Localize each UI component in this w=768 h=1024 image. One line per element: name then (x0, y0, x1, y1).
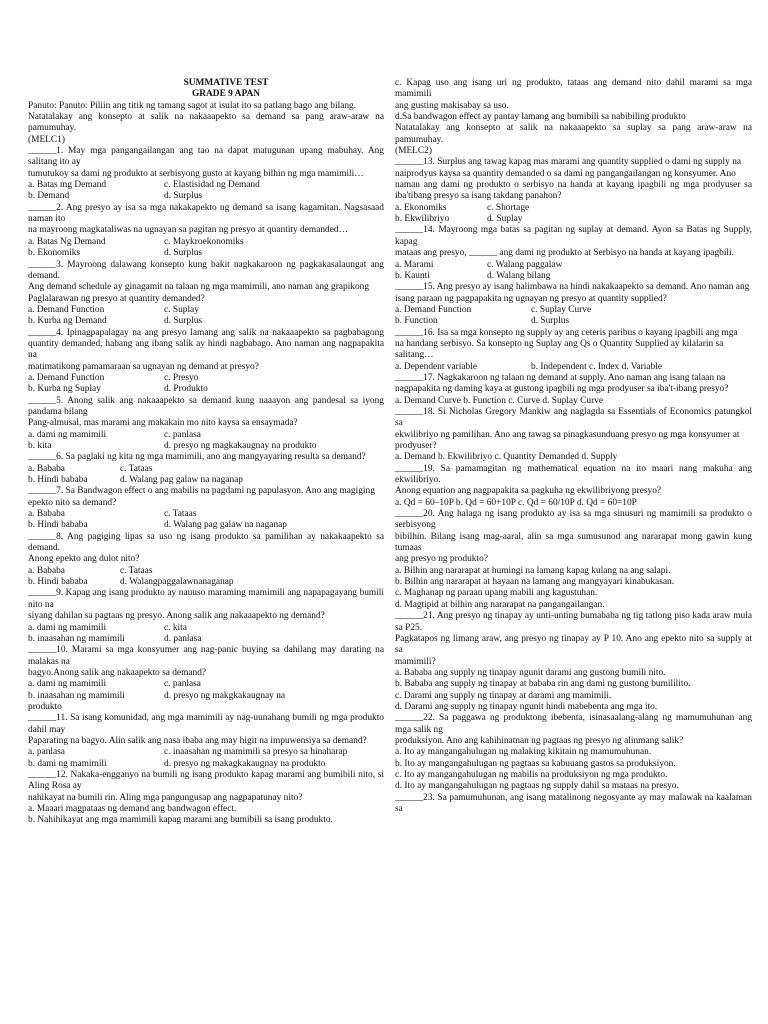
left-column (28, 78, 384, 827)
answer-choice: b. kita (28, 441, 52, 451)
answer-choice: d. Walang pag galaw na naganap (164, 520, 287, 531)
answer-choice: c. kita (164, 622, 187, 633)
text-line: ang presyo ng produkto? (395, 554, 488, 565)
text-line: Anong equation ang nagpapakita sa pagkuha ng ekwilibriyong presyo? (395, 486, 662, 497)
answer-choice: c. Presyo (164, 372, 199, 383)
answer-choice: a. Ekonomiks (395, 202, 447, 213)
test-grade: GRADE 9 APAN (191, 89, 261, 100)
answer-choices-row (395, 316, 752, 327)
answer-choice: a. Demand Function (395, 304, 472, 315)
answer-choices-row (28, 180, 384, 191)
answer-choice: b. Kurba ng Suplay (28, 384, 101, 395)
text-line: a. Qd = 60–10P b. Qd = 60+10P c. Qd = 60/10P d. Qd = 60=10P (395, 497, 637, 508)
answer-choice: b. Hindi bababa (28, 475, 88, 486)
text-line: na handang serbisyo. Sa konsepto ng Suplay ang Qs o Quantity Supplied ay kilalarin sa (395, 338, 724, 349)
answer-choice: c. Tataas (164, 509, 197, 520)
question-text: ______7. Sa Bandwagon effect o ang mabilis na pagdami ng papulasyon. Ano ang magiging (28, 486, 375, 497)
answer-choice: a. Marami (395, 259, 434, 270)
answer-choices-row (28, 566, 384, 577)
text-line: c. Ito ay mangangahulugan ng mabilis na produksiyon ng mga produkto. (395, 769, 668, 780)
question-text: ______21. Ang presyo ng tinapay ay unti-unting bumababa ng tig tatlong piso kada araw mula sa P25. (395, 611, 752, 633)
answer-choices-row (28, 623, 384, 634)
text-line: bagyo.Anong salik ang nakaapekto sa demand? (28, 667, 207, 678)
answer-choice: c. Walang paggalaw (487, 259, 563, 270)
text-line: Pagkatapos ng limang araw, ang presyo ng tinapay ay P 10. Ano ang epekto nito sa supply at sa (395, 633, 752, 656)
answer-choice: b. inaasahan ng mamimili (28, 690, 125, 701)
answer-choices-row (395, 305, 752, 316)
answer-choice: a. Bababa (28, 565, 65, 576)
answer-choices-row (28, 316, 384, 327)
question-text: ______4. Ipinagpapalagay na ang presyo lamang ang salik na nakaaapekto sa pagbabagong quantity demanded, habang ang ibang salik ay hindi nagbabago. Ano naman ang nagpapakita na (28, 327, 384, 361)
text-line: naman ang dami ng produkto o serbisyo na handa at kayang ipagbili ng mga prodyuser sa iba'tibang presyo sa isang takdang panahon? (395, 180, 752, 202)
answer-choice: d. Produkto (164, 384, 208, 395)
text-line: a. Bababa ang supply ng tinapay ngunit darami ang gustong bumili nito. (395, 667, 666, 678)
text-line: Pang-almusal, mas marami ang makakain mo nito kaysa sa ensaymada? (28, 418, 298, 429)
text-line: produkto (28, 701, 62, 712)
answer-choice: c. inaasahan ng mamimili sa presyo sa hinaharap (164, 747, 348, 758)
text-line: nahikayat na bumili rin. Aling mga pangungusap ang nagpapatunay nito? (28, 792, 303, 803)
answer-choice: b. Function (395, 316, 438, 327)
answer-choice: b. inaasahan ng mamimili (28, 633, 125, 644)
answer-choice: b. Independent c. Index d. Variable (531, 361, 663, 372)
answer-choice: d. presyo ng magkakaugnay na produkto (164, 441, 317, 451)
answer-choices-row (28, 191, 384, 202)
answer-choice: d. Surplus (164, 191, 203, 202)
answer-choice: d. presyo ng makagkakaugnay na produkto (164, 758, 326, 769)
answer-choice: a. Dependent variable (395, 361, 477, 372)
question-text: ______1. May mga pangangailangan ang tao na dapat matugunan upang mabuhay. Ang salitang ito ay (28, 146, 384, 168)
text-line: ang gusting makisabay sa uso. (395, 100, 509, 111)
answer-choice: c. Maykroekonomiks (164, 236, 244, 247)
answer-choice: c. Tataas (120, 565, 153, 576)
text-line: b. Bababa ang supply ng tinapay at bababa rin ang dami ng gustong bumililito. (395, 679, 691, 690)
answer-choice: d. panlasa (164, 633, 202, 644)
question-text: ______23. Sa pamumuhunan, ang isang matalinong negosyante ay may malawak na kaalaman sa (395, 792, 752, 814)
answer-choice: c. Suplay Curve (531, 304, 592, 315)
text-line: Natatalakay ang konsepto at salik na nakaaapekto sa demand sa pang araw-araw na pamumuhay. (28, 112, 384, 134)
text-line: epekto nito sa demand? (28, 497, 117, 508)
question-text: ______8. Ang pagiging lipas sa uso ng isang produkto sa pamilihan ay nakakaapekto sa demand. (28, 531, 384, 554)
answer-choice: b. dami ng mamimili (28, 758, 107, 769)
text-line: b. Bilhin ang nararapat at hayaan na lamang ang mangyayari kinabukasan. (395, 577, 675, 588)
answer-choice: b. Ekwilibriyo (395, 214, 450, 225)
answer-choice: b. Kaunti (395, 270, 430, 281)
text-line: c. Maghanap ng paraan upang mabili ang kagustuhan. (395, 588, 598, 599)
text-line: d.Sa bandwagon effect ay pantay lamang ang bumibili sa nabibiling produkto (395, 112, 686, 123)
answer-choices-row (28, 679, 384, 690)
answer-choice: b. Ekonomiks (28, 248, 81, 259)
question-text: ______14. Mayroong mga batas sa pagitan ng suplay at demand. Ayon sa Batas ng Supply, kapag (395, 225, 752, 247)
question-text: ______9. Kapag ang isang produkto ay nauuso maraming mamimili ang napapagayang bumili nito na (28, 588, 384, 610)
answer-choice: d. Walangpaggalawnanaganap (120, 577, 234, 588)
text-line: nagpapakita ng daming kaya at gustong ipagbili ng mga prodyuser sa iba't-ibang presyo? (395, 384, 729, 395)
answer-choice: a. Batas mg Demand (28, 180, 107, 191)
answer-choice: d. Suplay (487, 214, 523, 225)
right-column (395, 78, 752, 815)
text-line: matimatikong pamamaraan sa ugnayan ng demand at presyo? (28, 361, 259, 372)
text-line: Paparating na bagyo. Alin salik ang nasa ibaba ang may higit na impuwensiya sa demand? (28, 735, 367, 746)
answer-choices-row (395, 203, 752, 214)
question-text: ______10. Marami sa mga konsyumer ang nag-panic buying sa dahilang may darating na malakas na (28, 645, 384, 667)
text-line: b. Nahihikayat ang mga mamimili kapag marami ang bumibili sa isang produkto. (28, 815, 333, 826)
question-text: ______3. Mayroong dalawang konsepto kung bakit nagkakaroon ng pagkakasalaungat ang demand. (28, 259, 384, 281)
text-line: bibilhin. Bilang isang mag-aaral, alin sa mga sumusunod ang nararapat mong gawin kung tumaas (395, 531, 752, 554)
answer-choices-row (395, 362, 752, 373)
answer-choice: d. Surplus (164, 248, 203, 259)
text-line: salitang… (395, 350, 434, 361)
answer-choices-row (28, 237, 384, 248)
text-line: a. Demand b. Ekwilibriyo c. Quantity Demanded d. Supply (395, 452, 618, 463)
answer-choices-row (28, 464, 384, 475)
question-text: ______18. Si Nicholas Gregory Mankiw ang naglagda sa Essentials of Economics patungkol sa (395, 406, 752, 429)
answer-choice: d. presyo ng makgkakaugnay na (164, 690, 286, 701)
question-text: ______12. Nakaka-engganyo na bumili ng isang produkto kapag marami ang bumibili nito, si Aling Rosa ay (28, 769, 384, 792)
text-line: Paglalarawan ng presyo at quantity demanded? (28, 293, 205, 304)
answer-choices-row (28, 430, 384, 441)
answer-choices-row (28, 475, 384, 486)
text-line: d. Ito ay mangangahulugan ng pagtaas ng supply dahil sa mataas na presyo. (395, 781, 679, 792)
answer-choices-row (28, 305, 384, 316)
question-text: ______13. Surplus ang tawag kapag mas marami ang quantity supplied o dami ng supply na (395, 157, 742, 168)
text-line: d. Darami ang supply ng tinapay ngunit hindi mabebenta ang mga ito. (395, 701, 658, 712)
text-line: (MELC2) (395, 146, 432, 157)
text-line: a. Demand Curve b. Function c. Curve d. Suplay Curve (395, 395, 604, 406)
answer-choice: c. Tataas (120, 463, 153, 474)
answer-choices-row (28, 577, 384, 588)
answer-choices-row (28, 634, 384, 645)
text-line: Anong epekto ang dulot nito? (28, 554, 140, 565)
answer-choice: a. Batas Ng Demand (28, 236, 106, 247)
text-line: mamimili? (395, 656, 436, 667)
text-line: a. Ito ay mangangahulugan ng malaking kikitain ng mamumuhunan. (395, 747, 652, 758)
answer-choices-row (28, 759, 384, 770)
text-line: Ang demand schedule ay ginagamit na talaan ng mga mamimili, ano naman ang grapikong (28, 282, 370, 293)
text-line: siyang dahilan sa pagtaas ng presyo. Anong salik ang nakaaapekto ng demand? (28, 611, 325, 622)
answer-choice: b. Kurba ng Demand (28, 316, 107, 327)
answer-choice: b. Hindi bababa (28, 520, 88, 531)
text-line: isang paraan ng pagpapakita ng ugnayan ng presyo at quantity supplied? (395, 293, 667, 304)
text-line: produksiyon. Ano ang kahihinatnan ng pagtaas ng presyo ng alinmang salik? (395, 735, 684, 746)
answer-choice: d. Walang pag galaw na naganap (120, 475, 243, 486)
answer-choices-row (28, 384, 384, 395)
answer-choice: a. Demand Function (28, 372, 105, 383)
answer-choice: c. panlasa (164, 679, 201, 690)
answer-choices-row (395, 260, 752, 271)
text-line: naiprodyus kaysa sa quantity demanded o sa dami ng pangangailangan ng konsyumer. Ano (395, 168, 736, 179)
text-line: d. Magtipid at bilhin ang nararapat na pangangailangan. (395, 599, 605, 610)
answer-choice: a. Bababa (28, 509, 65, 520)
test-title: SUMMATIVE TEST (183, 78, 269, 88)
answer-choices-row (28, 520, 384, 531)
answer-choice: c. Suplay (164, 304, 199, 315)
answer-choice: c. Shortage (487, 202, 530, 213)
question-text: ______22. Sa paggawa ng produktong ibebenta, isinasaalang-alang ng mamumuhunan ang mga salik ng (395, 713, 752, 735)
answer-choice: a. Demand Function (28, 304, 105, 315)
question-text: ______20. Ang halaga ng isang produkto ay isa sa mga sinusuri ng mamimili sa produkto o serbisyong (395, 509, 752, 531)
answer-choice: c. Elastisidad ng Demand (164, 180, 260, 191)
text-line: na mayroong magkataliwas na ugnayan sa pagitan ng presyo at quantity demanded… (28, 225, 348, 236)
answer-choices-row (395, 271, 752, 282)
answer-choices-row (28, 441, 384, 452)
answer-choices-row (28, 248, 384, 259)
text-line: c. Kapag uso ang isang uri ng produkto, tataas ang demand nito dahil marami sa mga mamimili (395, 78, 752, 100)
text-line: Panuto: Panuto: Piliin ang titik ng tamang sagot at isulat ito sa patlang bago ang bilang. (28, 100, 357, 111)
text-line: mataas ang presyo, ______ ang dami ng produkto at Serbisyo na handa at kayang ipagbili. (395, 248, 734, 259)
text-line: a. Maaari magpataas ng demand ang bandwagon effect. (28, 804, 237, 814)
answer-choices-row (28, 373, 384, 384)
question-text: ______15. Ang presyo ay isang halimbawa na hindi nakakaapekto sa demand. Ano naman ang (395, 282, 750, 293)
answer-choice: d. Surplus (531, 316, 570, 327)
answer-choice: a. dami ng mamimili (28, 622, 107, 633)
text-line: Natatalakay ang konsepto at salik na nakaaapekto sa suplay sa pang araw-araw na pamumuhay. (395, 123, 752, 145)
answer-choices-row (28, 747, 384, 758)
question-text: ______19. Sa pamamagitan ng mathematical equation na ito maari nang makuha ang ekwilibriyo. (395, 463, 752, 486)
question-text: ______11. Sa isang komunidad, ang mga mamimili ay nag-uunahang bumili ng mga produkto dahil may (28, 713, 384, 735)
answer-choice: a. Bababa (28, 463, 65, 474)
question-text: ______16. Isa sa mga konsepto ng supply ay ang ceteris paribus o kayang ipagbili ang mga (395, 327, 738, 338)
question-text: ______6. Sa paglaki ng kita ng mga mamimili, ano ang mangyayaring resulta sa demand? (28, 452, 366, 463)
answer-choices-row (395, 214, 752, 225)
text-line: tumutukoy sa dami ng produkto at serbisyong gusto at kayang bilhin ng mga mamimili… (28, 168, 364, 179)
answer-choice: a. dami ng mamimili (28, 679, 107, 690)
answer-choice: a. panlasa (28, 747, 65, 758)
question-text: ______5. Anong salik ang nakaaapekto sa demand kung naaayon ang pandesal sa iyong pandama bilang (28, 395, 384, 417)
text-line: ekwilibriyo ng pamilihan. Ano ang tawag sa pinagkasunduang presyo ng mga konsyumer at (395, 429, 740, 440)
answer-choice: a. dami ng mamimili (28, 429, 107, 440)
answer-choice: b. Demand (28, 191, 70, 202)
answer-choice: b. Hindi bababa (28, 577, 88, 588)
text-line: prodyuser? (395, 441, 437, 451)
answer-choices-row (28, 509, 384, 520)
text-line: (MELC1) (28, 134, 65, 145)
answer-choice: c. panlasa (164, 429, 201, 440)
text-line: a. Bilhin ang nararapat at humingi na lamang kapag kulang na ang salapi. (395, 565, 671, 576)
question-text: ______17. Nagkakaroon ng talaan ng demand at supply. Ano naman ang isang talaan na (395, 372, 726, 383)
answer-choice: d. Walang bilang (487, 270, 551, 281)
question-text: ______2. Ang presyo ay isa sa mga nakakapekto ng demand sa isang kagamitan. Nagsasaad naman ito (28, 202, 384, 225)
text-line: b. Ito ay mangangahulugan ng pagtaas sa kabuuang gastos sa produksiyon. (395, 758, 676, 769)
text-line: c. Darami ang supply ng tinapay at darami ang mamimili. (395, 690, 612, 701)
answer-choices-row (28, 691, 384, 702)
answer-choice: d. Surplus (164, 316, 203, 327)
